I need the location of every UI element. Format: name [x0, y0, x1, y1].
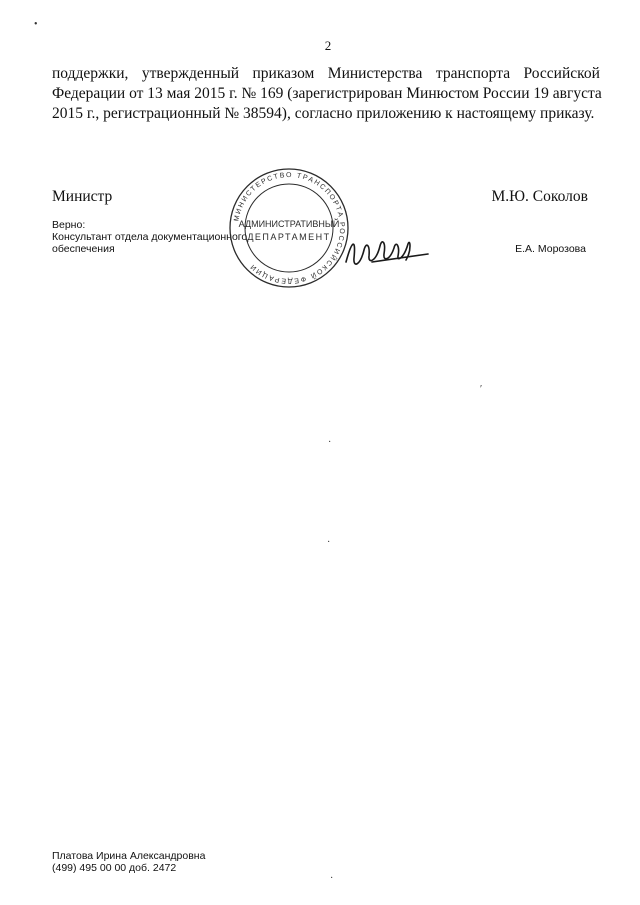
signatory-name: М.Ю. Соколов	[491, 188, 588, 205]
body-word: Министерства	[327, 65, 423, 82]
body-word: утвержденный	[141, 65, 240, 82]
scan-speck: ʹ	[480, 384, 483, 395]
stamp-outer-text: МИНИСТЕРСТВО ТРАНСПОРТА РОССИЙСКОЙ ФЕДЕРАЦИИ	[233, 171, 346, 285]
body-line-1	[52, 64, 600, 84]
body-line-3: 2015 г., регистрационный № 38594), согласно приложению к настоящему приказу.	[52, 105, 595, 122]
body-word: приказом	[252, 65, 315, 82]
verification-position-line-1: Консультант отдела документационного	[52, 231, 248, 243]
stamp-inner-text-1: АДМИНИСТРАТИВНЫЙ	[238, 219, 340, 229]
body-word: транспорта	[435, 65, 511, 82]
verification-label: Верно:	[52, 219, 86, 231]
handwritten-signature	[342, 232, 430, 274]
executor-footer	[52, 850, 205, 874]
body-line-2: Федерации от 13 мая 2015 г. № 169 (зарегистрирован Минюстом России 19 августа	[52, 85, 602, 102]
executor-phone: (499) 495 00 00 доб. 2472	[52, 862, 177, 874]
scan-speck: ·	[327, 537, 331, 548]
stamp-inner-text-2: ДЕПАРТАМЕНТ	[247, 232, 331, 242]
scan-speck: •	[34, 19, 38, 30]
body-word: Российской	[523, 65, 600, 82]
body-paragraph	[52, 64, 600, 124]
signatory-title: Министр	[52, 188, 113, 205]
body-word: поддержки,	[52, 65, 129, 82]
scan-speck: ·	[328, 437, 332, 448]
official-stamp	[228, 167, 350, 289]
executor-name: Платова Ирина Александровна	[52, 850, 206, 862]
page-number: 2	[324, 38, 332, 53]
verification-signer: Е.А. Морозова	[515, 243, 586, 255]
verification-position-line-2: обеспечения	[52, 243, 115, 255]
scan-speck: ·	[330, 873, 334, 884]
verification-block	[52, 219, 247, 255]
